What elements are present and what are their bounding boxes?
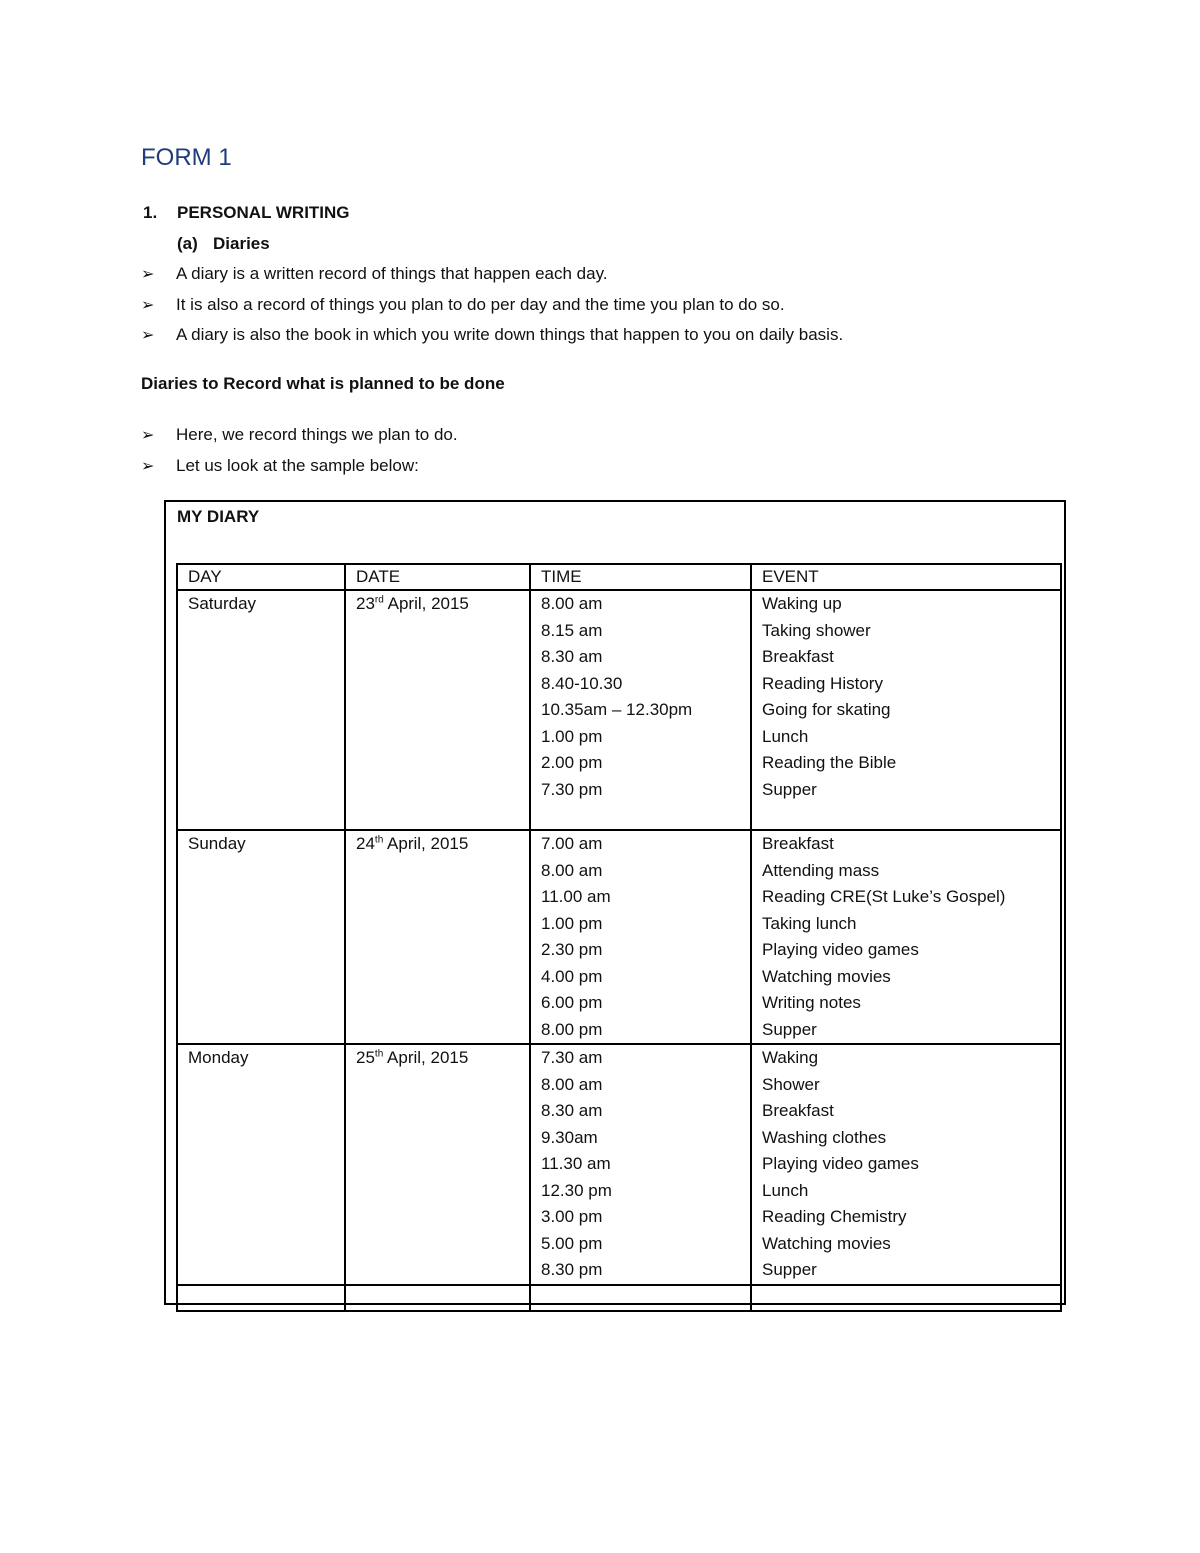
time-entry: 8.00 pm [541,1019,603,1039]
event-entry: Lunch [762,1180,809,1200]
page-title: FORM 1 [141,144,232,171]
day-cell: Monday [177,1044,345,1285]
date-day: 23 [356,594,375,613]
event-entry: Playing video games [762,940,919,959]
time-entry: 1.00 pm [541,913,603,933]
event-entry: Reading CRE(St Luke’s Gospel) [762,887,1006,906]
event-entry: Going for skating [762,700,891,719]
event-entry: Lunch [762,726,809,746]
date-cell [345,590,530,830]
time-entry: 8.30 pm [541,1260,603,1279]
time-entry: 10.35am – 12.30pm [541,700,693,719]
time-entry: 1.00 pm [541,726,603,746]
plan-heading: Diaries to Record what is planned to be done [141,374,505,393]
event-entry: Writing notes [762,993,861,1012]
time-entry: 2.00 pm [541,753,603,772]
diary-box [164,500,1066,1305]
bullet-text: Here, we record things we plan to do. [176,425,458,444]
event-entry: Attending mass [762,860,880,880]
time-entry: 7.30 pm [541,779,603,799]
column-header-event: EVENT [751,564,1061,590]
event-entry: Taking shower [762,620,871,640]
event-entry: Waking [762,1048,819,1067]
bullet-text: Let us look at the sample below: [176,455,419,475]
event-cell [751,830,1061,1044]
time-entry: 8.00 am [541,1074,603,1094]
day-cell: Saturday [177,590,345,830]
time-entry: 6.00 pm [541,993,603,1012]
list-item [141,290,843,321]
event-entry: Supper [762,1019,817,1039]
time-entry: 11.30 am [541,1154,611,1173]
time-entry: 2.30 pm [541,940,603,959]
time-entry: 9.30am [541,1127,598,1147]
event-entry: Shower [762,1074,820,1094]
time-cell [530,590,751,830]
event-cell [751,590,1061,830]
event-entry: Watching movies [762,966,891,986]
event-entry: Supper [762,779,817,799]
empty-cell [345,1285,530,1311]
time-entry: 8.40-10.30 [541,673,623,693]
time-entry: 5.00 pm [541,1233,603,1253]
time-cell [530,1044,751,1285]
time-entry: 7.00 am [541,834,603,853]
arrow-bullet-icon: ➢ [141,327,155,344]
date-day: 24 [356,834,375,853]
date-month-year: April, 2015 [383,834,469,853]
subsection-title: Diaries [213,234,270,253]
arrow-bullet-icon: ➢ [141,427,155,444]
event-entry: Taking lunch [762,913,857,933]
column-header-time: TIME [530,564,751,590]
date-cell [345,1044,530,1285]
time-entry: 4.00 pm [541,966,603,986]
event-entry: Breakfast [762,647,834,666]
list-item [141,320,843,351]
plan-bullet-list [141,420,458,481]
event-entry: Reading the Bible [762,753,897,772]
list-item [141,420,458,451]
diary-table [176,563,1062,1312]
event-cell [751,1044,1061,1285]
table-header-row [177,564,1061,590]
date-month-year: April, 2015 [383,1048,469,1067]
list-item [141,451,458,482]
event-entry: Reading History [762,673,883,693]
date-suffix: th [374,1048,384,1060]
table-row [177,590,1061,830]
empty-cell [751,1285,1061,1311]
event-entry: Breakfast [762,834,834,853]
time-entry: 8.00 am [541,860,603,880]
section-heading [143,203,350,223]
event-entry: Breakfast [762,1101,834,1120]
date-month-year: April, 2015 [383,594,469,613]
time-entry: 3.00 pm [541,1207,603,1226]
date-suffix: th [374,834,384,846]
table-row [177,1044,1061,1285]
subsection-heading [177,234,270,254]
time-entry: 8.30 am [541,647,603,666]
bullet-text: A diary is also the book in which you write down things that happen to you on daily basis. [176,325,844,344]
column-header-day: DAY [177,564,345,590]
diary-title: MY DIARY [177,507,260,526]
arrow-bullet-icon: ➢ [141,296,155,314]
arrow-bullet-icon: ➢ [141,457,155,475]
date-suffix: rd [374,594,384,606]
time-entry: 8.15 am [541,620,603,640]
date-cell [345,830,530,1044]
intro-bullet-list [141,259,843,351]
time-entry: 11.00 am [541,887,611,906]
time-entry: 8.30 am [541,1101,603,1120]
event-entry: Waking up [762,594,842,613]
section-title: PERSONAL WRITING [177,203,350,222]
time-entry: 8.00 am [541,594,603,613]
date-day: 25 [356,1048,375,1067]
table-row [177,830,1061,1044]
event-entry: Playing video games [762,1154,919,1173]
list-item [141,259,843,290]
event-entry: Supper [762,1260,817,1279]
section-number: 1. [143,203,158,222]
empty-table-row [177,1285,1061,1311]
empty-cell [530,1285,751,1311]
event-entry: Washing clothes [762,1127,887,1147]
subsection-label: (a) [177,234,198,253]
bullet-text: A diary is a written record of things that happen each day. [176,264,608,283]
arrow-bullet-icon: ➢ [141,266,155,283]
time-entry: 12.30 pm [541,1180,612,1200]
time-cell [530,830,751,1044]
column-header-date: DATE [345,564,530,590]
time-entry: 7.30 am [541,1048,603,1067]
day-cell: Sunday [177,830,345,1044]
event-entry: Watching movies [762,1233,891,1253]
event-entry: Reading Chemistry [762,1207,907,1226]
empty-cell [177,1285,345,1311]
bullet-text: It is also a record of things you plan to do per day and the time you plan to do so. [176,294,785,314]
